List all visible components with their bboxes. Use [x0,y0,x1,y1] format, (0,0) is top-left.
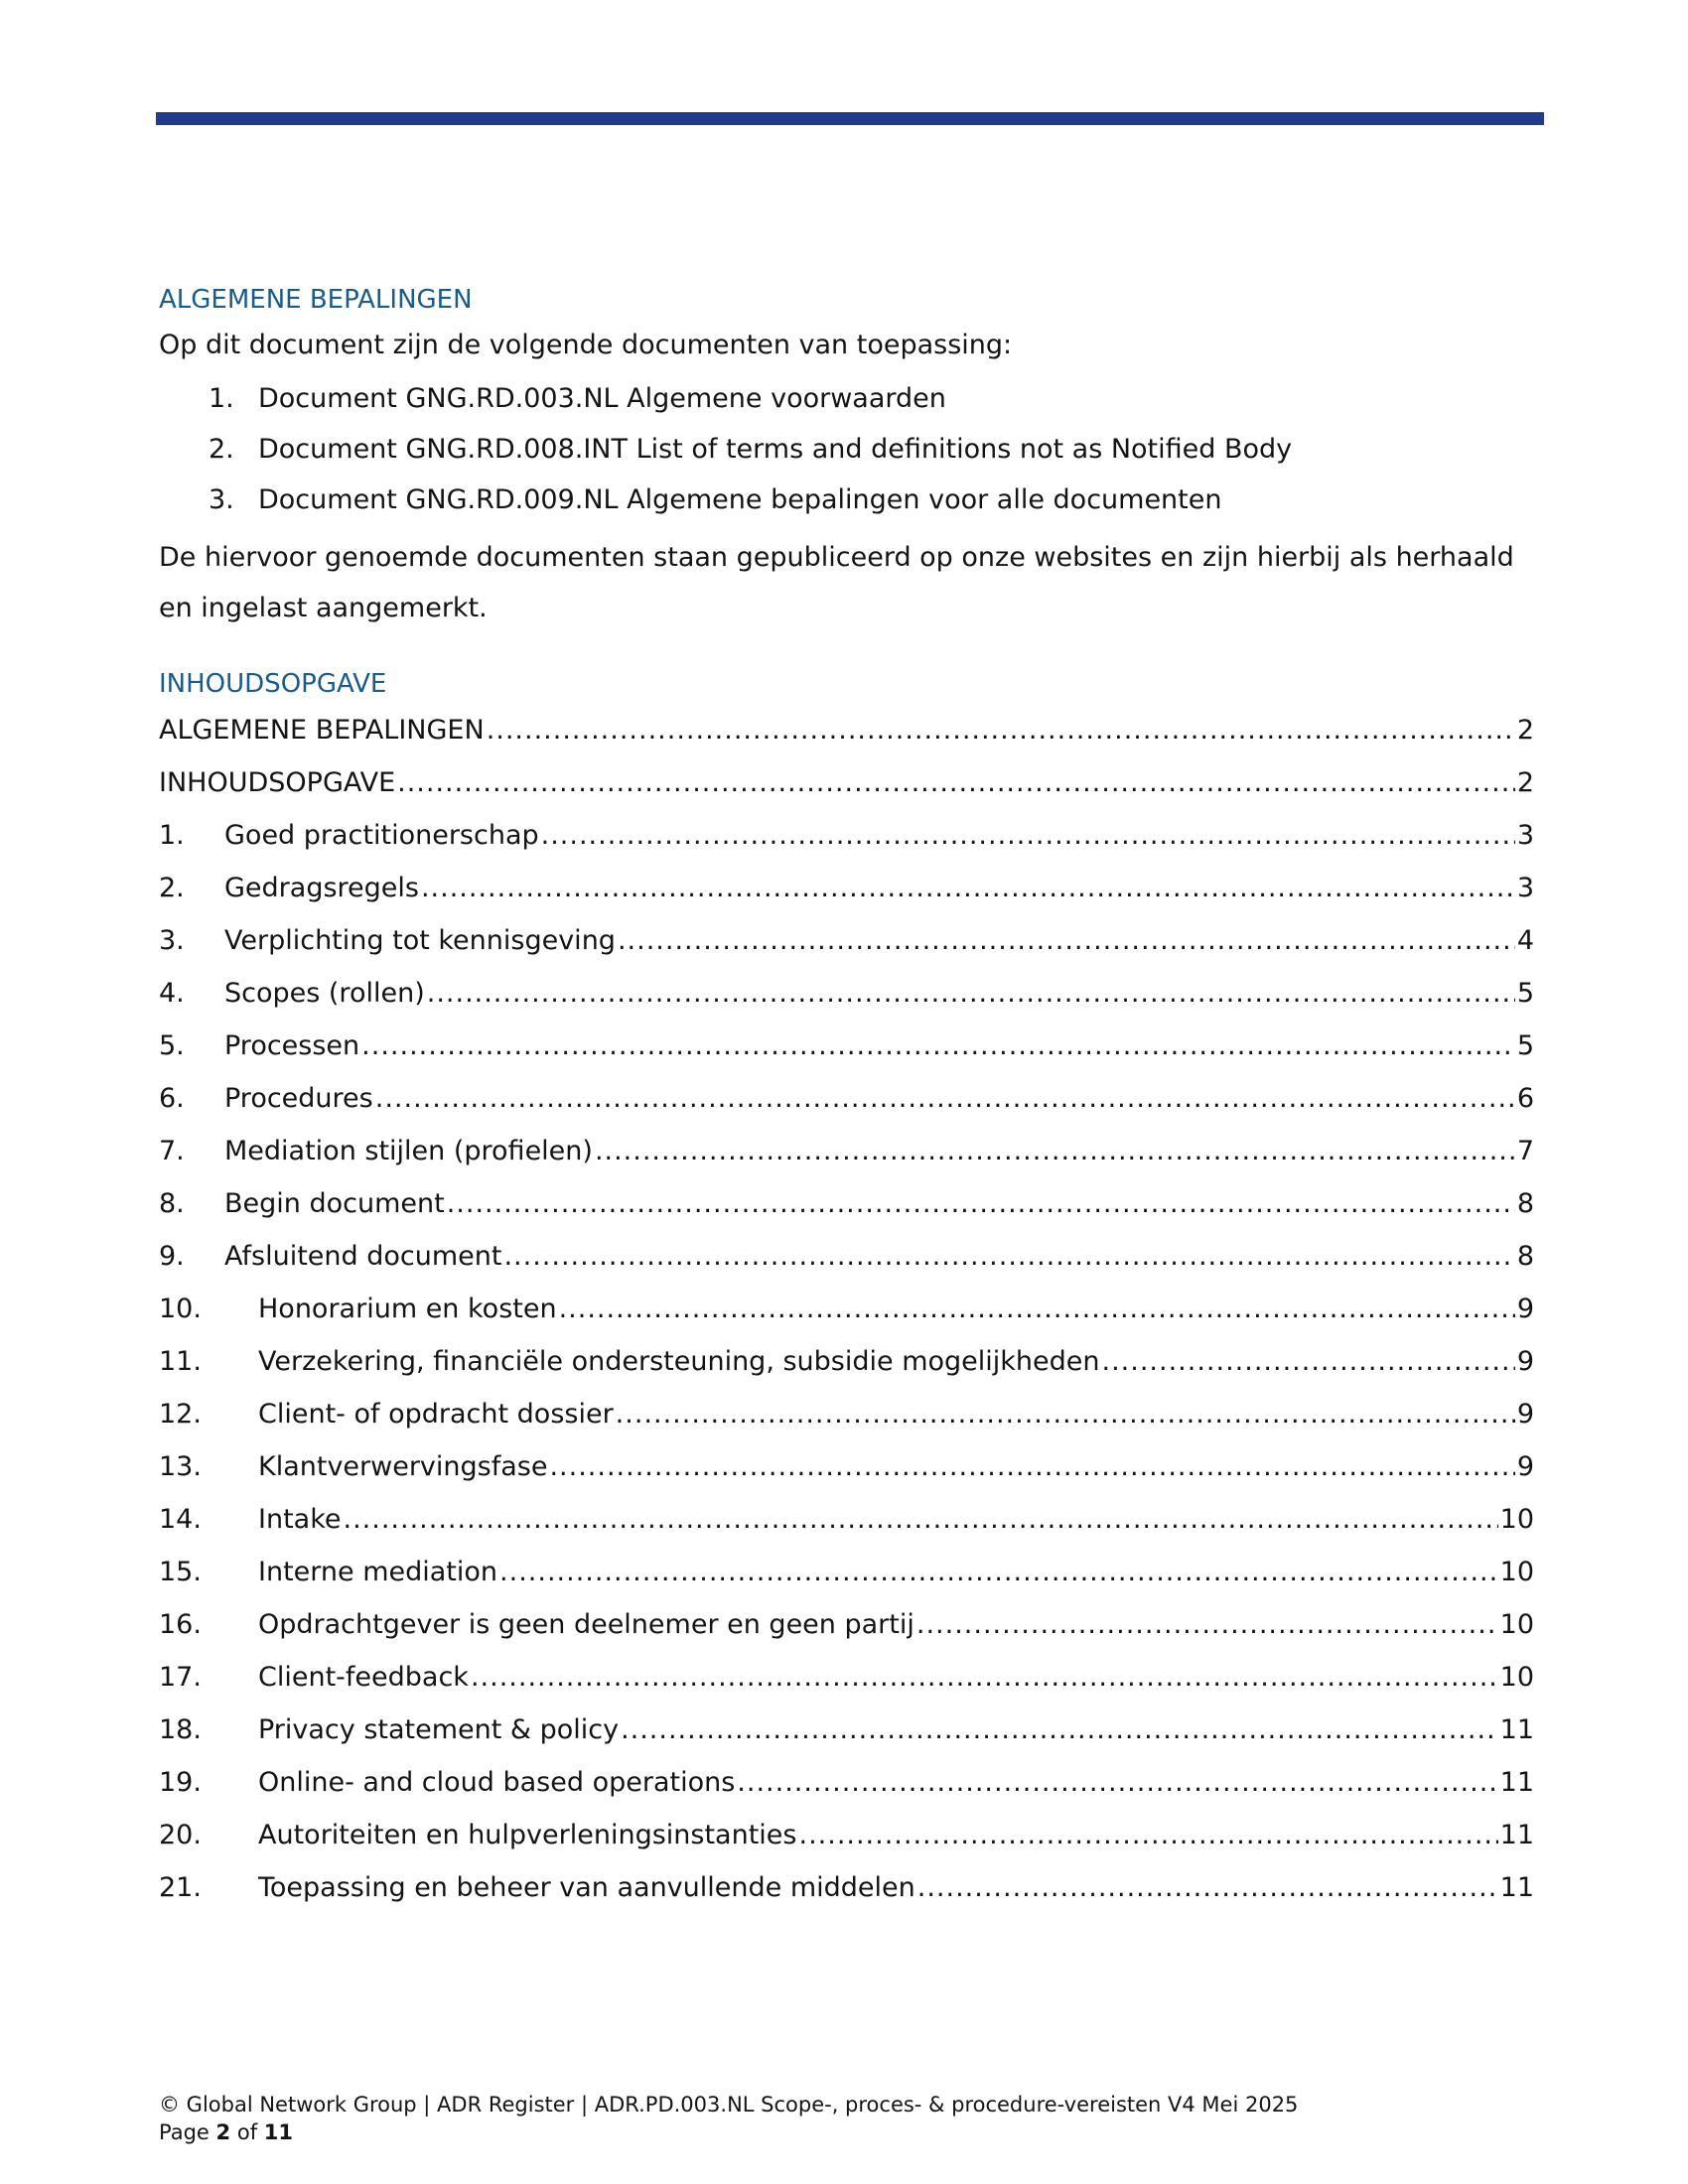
toc-entry-page: 9 [1516,1451,1534,1482]
toc-entry[interactable] [159,1239,1534,1292]
toc-entry[interactable] [159,1712,1534,1765]
toc-entry-page: 2 [1516,767,1534,798]
section-heading-inhoudsopgave: INHOUDSOPGAVE [159,669,387,699]
toc-entry-page: 10 [1499,1504,1534,1535]
toc-entry-title: Scopes (rollen) [224,978,425,1009]
toc-entry-number: 14. [159,1504,202,1535]
toc-entry-title: INHOUDSOPGAVE [159,767,396,798]
toc-entry-page: 8 [1516,1188,1534,1219]
toc-entry[interactable] [159,1134,1534,1186]
toc-entry-page: 3 [1516,873,1534,903]
toc-dot-leader [427,976,1515,1012]
toc-entry-number: 13. [159,1451,202,1482]
toc-entry-number: 8. [159,1188,185,1219]
toc-entry-title: Verplichting tot kennisgeving [224,925,616,956]
toc-entry-number: 1. [159,820,185,851]
toc-entry-title: Procedures [224,1083,373,1114]
toc-entry-page: 11 [1499,1767,1534,1798]
toc-dot-leader [421,871,1515,906]
toc-entry-number: 16. [159,1609,202,1640]
toc-dot-leader [499,1555,1498,1590]
toc-entry-page: 6 [1516,1083,1534,1114]
toc-entry-title: Client- of opdracht dossier [258,1399,614,1430]
toc-entry-number: 5. [159,1030,185,1061]
toc-dot-leader [375,1081,1515,1117]
toc-entry[interactable] [159,976,1534,1028]
toc-dot-leader [361,1028,1515,1064]
toc-entry-page: 9 [1516,1294,1534,1324]
toc-entry-page: 10 [1499,1557,1534,1587]
toc-entry-title: Client-feedback [258,1662,469,1693]
toc-entry-title: Privacy statement & policy [258,1714,620,1745]
toc-dot-leader [503,1239,1514,1275]
toc-entry[interactable] [159,923,1534,976]
toc-dot-leader [397,765,1515,801]
toc-entry-number: 20. [159,1820,202,1850]
toc-entry-title: Intake [258,1504,342,1535]
toc-entry-page: 10 [1499,1609,1534,1640]
toc-entry-page: 4 [1516,925,1534,956]
toc-dot-leader [595,1134,1515,1169]
toc-entry-number: 11. [159,1346,202,1377]
toc-entry-page: 11 [1499,1820,1534,1850]
toc-entry-number: 7. [159,1136,185,1166]
toc-entry[interactable] [159,1292,1534,1344]
toc-entry[interactable] [159,1660,1534,1712]
toc-entry[interactable] [159,1344,1534,1397]
toc-entry-number: 6. [159,1083,185,1114]
document-page: ALGEMENE BEPALINGEN Op dit document zijn de volgende documenten van toepassing: 1. Document GNG.RD.003.NL Algemene voorwaarden 2. Document GNG.RD.008.INT List of terms and definitions not as Notified Body 3. Document GNG.RD.009.NL Algemene bepalingen voor alle documenten De hiervoor genoemde documenten staan gepubliceerd op onze websites en zijn hierbij als herhaald en ingelast aangemerkt. INHOUDSOPGAVE ALGEMENE BEPALINGEN ..... 2 INHOUDSOPGAVE ..... 2 1. Goed practitionerschap ..... 3 2. Gedragsregels ..... 3 3. Verplichting tot kennisgeving ..... 4 4. Scopes (rollen) ..... 5 5. Processen ..... 5 6. Procedures ..... 6 7. Mediation stijlen (profielen) ..... 7 8. Begin document ..... 8 9. Afsluitend document ..... 8 10. Honorarium en kosten ..... 9 11. Verzekering, financiële ondersteuning, subsidie mogelijkheden ..... 9 12. Client- of opdracht dossier ..... 9 13. Klantverwervingsfase ..... 9 14. Intake ..... 10 15. Interne mediation ..... 10 16. Opdrachtgever is geen deelnemer en geen partij ..... 10 17. Client-feedback ..... 10 18. Privacy statement & policy ..... 11 19. Online- and cloud based operations ..... 11 20. Autoriteiten en hulpverleningsinstanties ..... 11 21. Toepassing en beheer van aanvullende middelen ..... 11 © Global Network Group | ADR Register | ADR.PD.003.NL Scope-, proces- & procedure-vereisten V4 Mei 2025 Page 2 of 11 [0,0,1688,2184]
toc-entry-number: 12. [159,1399,202,1430]
toc-entry-title: Online- and cloud based operations [258,1767,736,1798]
toc-dot-leader [487,713,1515,749]
toc-entry-page: 3 [1516,820,1534,851]
toc-entry-title: Autoriteiten en hulpverleningsinstanties [258,1820,797,1850]
toc-entry-page: 11 [1499,1714,1534,1745]
toc-entry[interactable] [159,765,1534,818]
toc-entry-number: 3. [159,925,185,956]
page-footer [159,2091,1298,2146]
toc-entry-number: 9. [159,1241,185,1272]
toc-entry-number: 10. [159,1294,202,1324]
toc-dot-leader [549,1449,1514,1485]
toc-entry-page: 10 [1499,1662,1534,1693]
toc-entry-title: Opdrachtgever is geen deelnemer en geen partij [258,1609,914,1640]
toc-entry-title: Toepassing en beheer van aanvullende middelen [258,1872,915,1903]
toc-entry-title: Mediation stijlen (profielen) [224,1136,593,1166]
toc-entry-page: 5 [1516,1030,1534,1061]
toc-entry-page: 5 [1516,978,1534,1009]
toc-entry-page: 2 [1516,715,1534,746]
toc-dot-leader [541,818,1515,854]
toc-entry-title: Goed practitionerschap [224,820,539,851]
toc-dot-leader [737,1765,1497,1801]
toc-dot-leader [616,1397,1515,1433]
toc-entry[interactable] [159,713,1534,765]
toc-entry[interactable] [159,1818,1534,1870]
toc-entry[interactable] [159,1028,1534,1081]
toc-entry-title: Begin document [224,1188,445,1219]
toc-entry-title: Afsluitend document [224,1241,502,1272]
toc-entry[interactable] [159,1081,1534,1134]
toc-entry-page: 9 [1516,1399,1534,1430]
toc-entry-title: Verzekering, financiële ondersteuning, subsidie mogelijkheden [258,1346,1100,1377]
toc-entry-page: 9 [1516,1346,1534,1377]
toc-dot-leader [798,1818,1497,1853]
toc-dot-leader [447,1186,1515,1222]
toc-dot-leader [916,1607,1498,1643]
toc-entry-number: 18. [159,1714,202,1745]
toc-entry-number: 17. [159,1662,202,1693]
toc-entry-number: 15. [159,1557,202,1587]
toc-entry[interactable] [159,1449,1534,1502]
toc-entry[interactable] [159,1186,1534,1239]
toc-entry-number: 19. [159,1767,202,1798]
table-of-contents [159,713,1534,1923]
toc-entry[interactable] [159,1870,1534,1923]
toc-dot-leader [559,1292,1515,1327]
toc-dot-leader [344,1502,1498,1538]
toc-entry-page: 7 [1516,1136,1534,1166]
toc-dot-leader [1102,1344,1515,1380]
toc-entry-page: 11 [1499,1872,1534,1903]
toc-entry[interactable] [159,1555,1534,1607]
toc-entry[interactable] [159,818,1534,871]
toc-entry[interactable] [159,1397,1534,1449]
toc-dot-leader [618,923,1515,959]
toc-entry-page: 8 [1516,1241,1534,1272]
toc-entry[interactable] [159,1502,1534,1555]
toc-dot-leader [621,1712,1498,1748]
toc-entry-title: Honorarium en kosten [258,1294,557,1324]
toc-entry-number: 4. [159,978,185,1009]
toc-entry[interactable] [159,1607,1534,1660]
intro-paragraph: Op dit document zijn de volgende documenten van toepassing: [159,330,1013,360]
toc-entry-title: Interne mediation [258,1557,498,1587]
toc-entry-number: 2. [159,873,185,903]
toc-entry[interactable] [159,1765,1534,1818]
section-heading-algemene-bepalingen: ALGEMENE BEPALINGEN [159,285,473,315]
footer-page-number: Page 2 of 11 [159,2120,294,2144]
toc-entry-number: 21. [159,1872,202,1903]
closing-paragraph: De hiervoor genoemde documenten staan gepubliceerd op onze websites en zijn hierbij als herhaald en ingelast aangemerkt. [159,542,1514,623]
toc-entry-title: Gedragsregels [224,873,419,903]
footer-copyright: © Global Network Group | ADR Register | ADR.PD.003.NL Scope-, proces- & procedure-vereisten V4 Mei 2025 [159,2093,1299,2116]
toc-entry-title: ALGEMENE BEPALINGEN [159,715,485,746]
toc-dot-leader [471,1660,1498,1696]
toc-entry-title: Processen [224,1030,360,1061]
toc-entry[interactable] [159,871,1534,923]
header-rule [156,112,1544,125]
toc-dot-leader [917,1870,1498,1906]
toc-entry-title: Klantverwervingsfase [258,1451,548,1482]
